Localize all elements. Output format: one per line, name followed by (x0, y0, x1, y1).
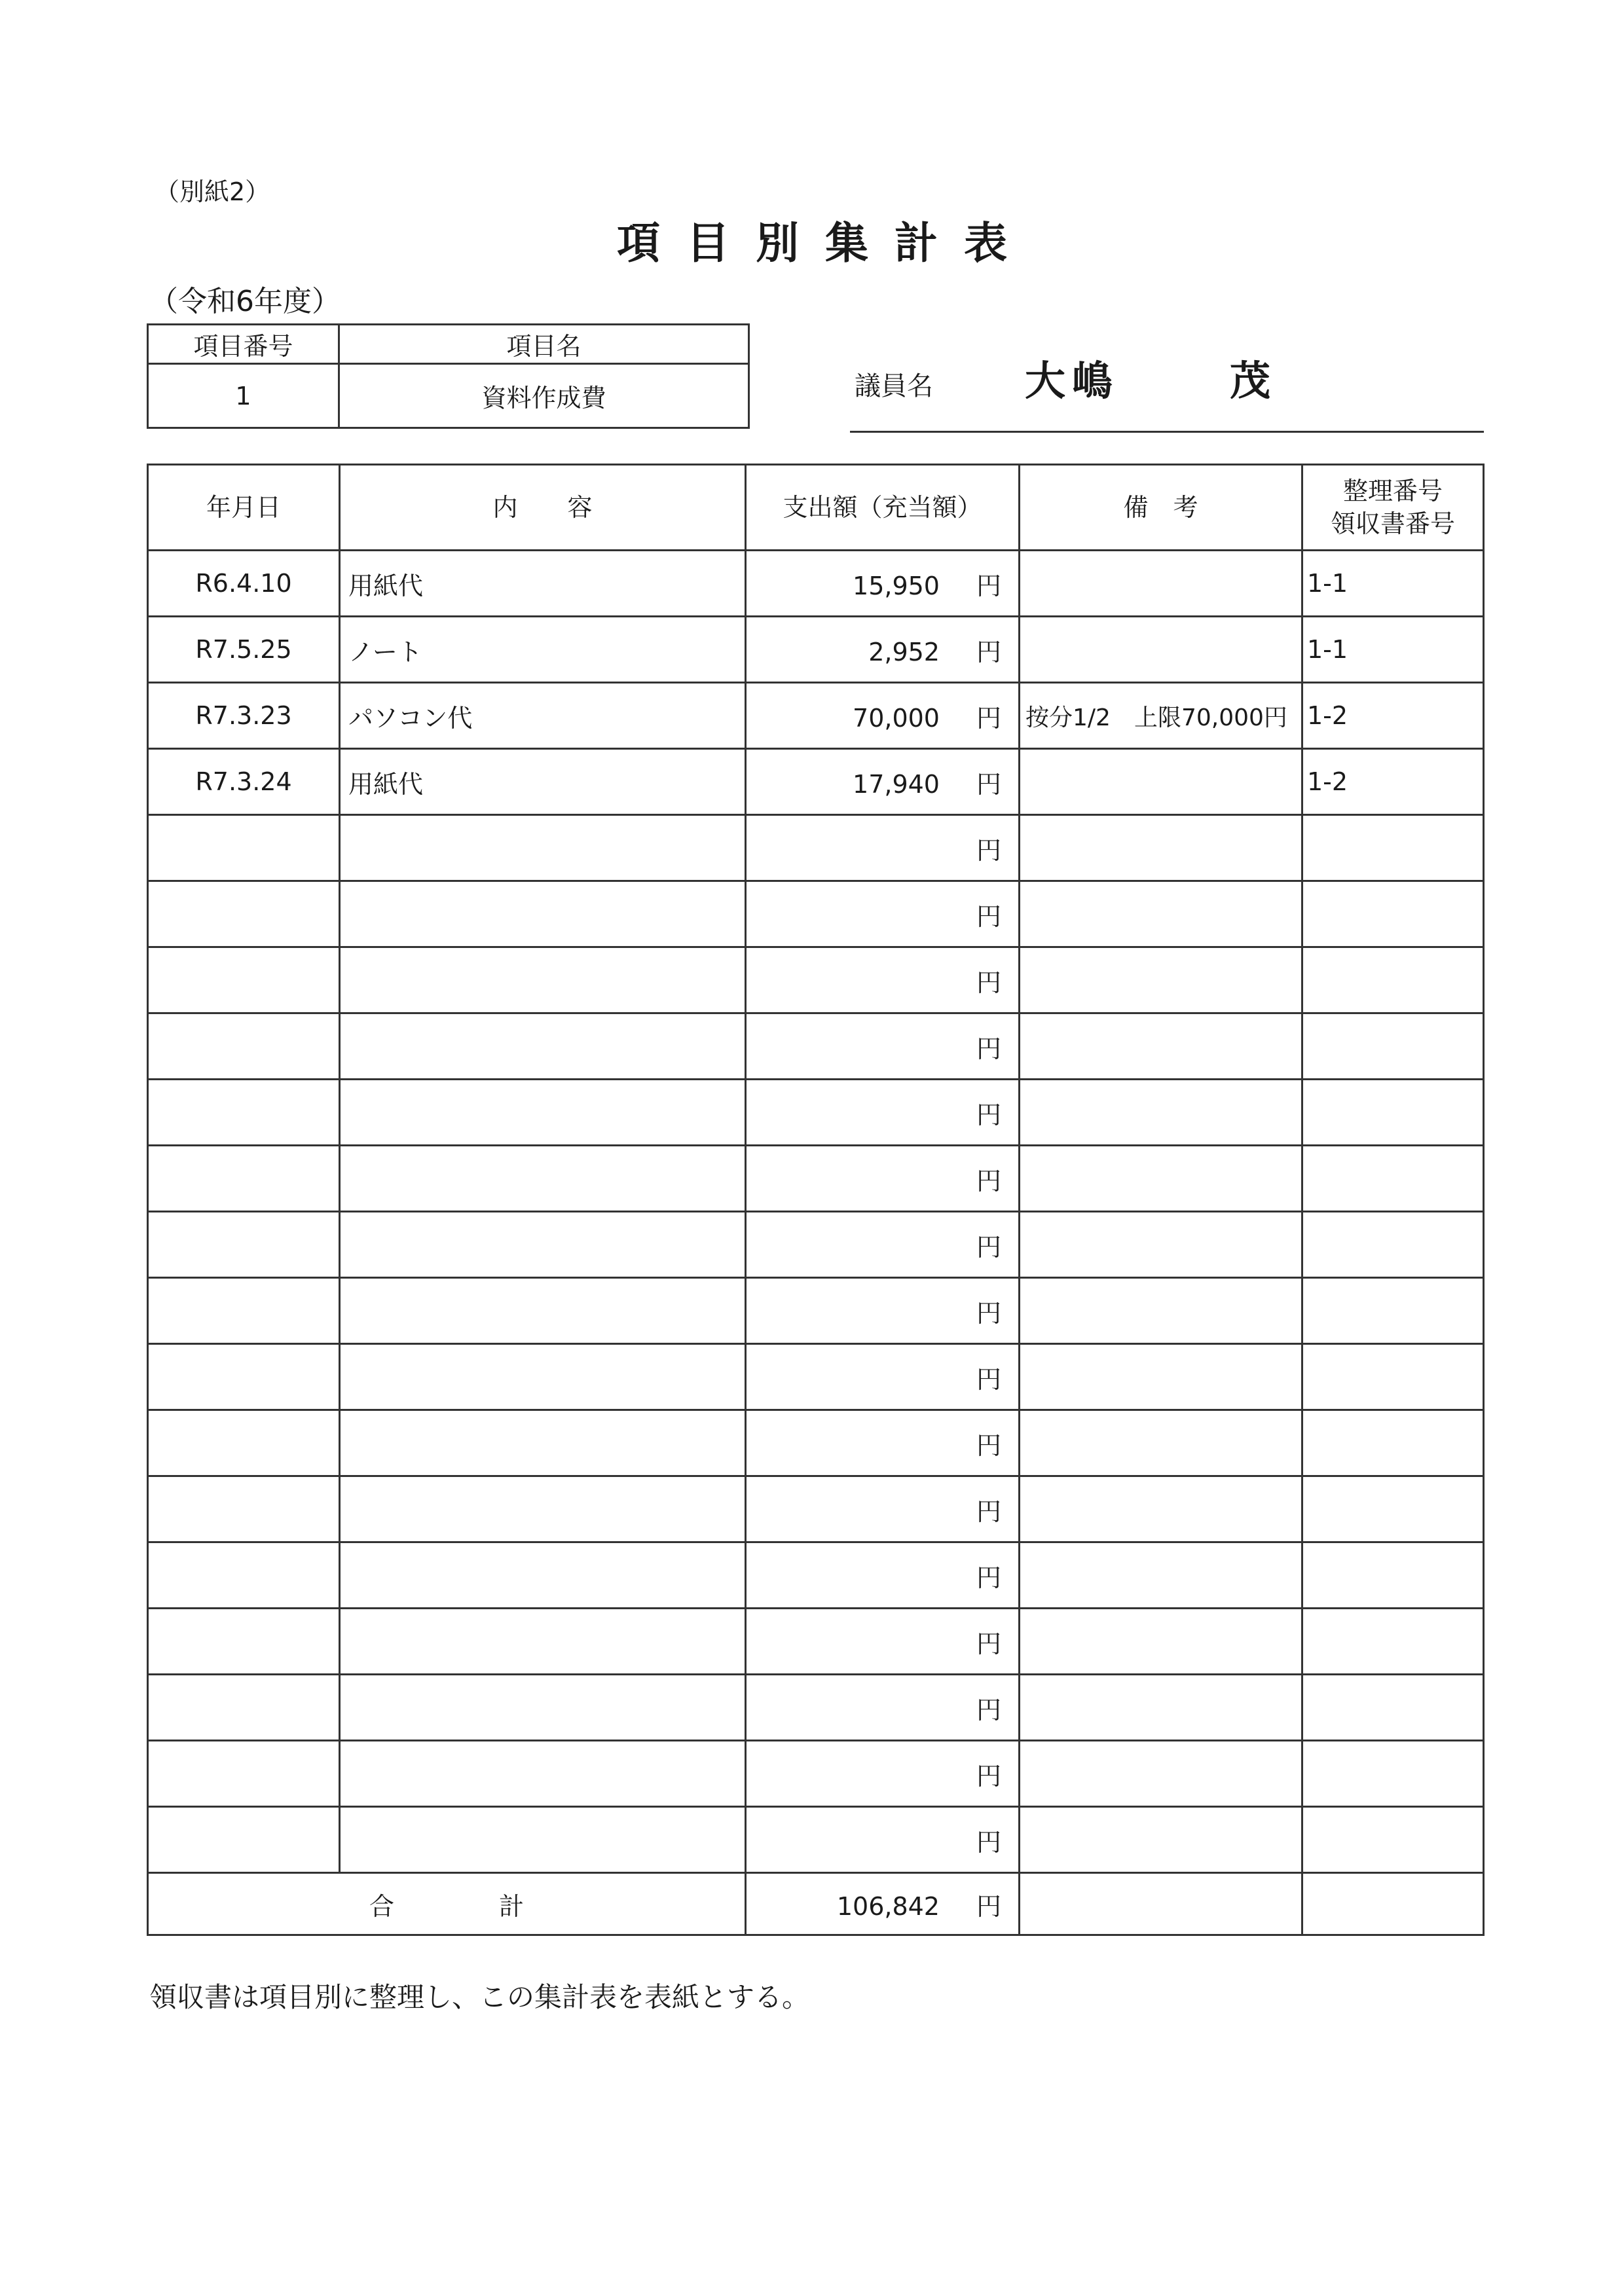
row-note (1020, 1542, 1302, 1609)
row-date (148, 947, 340, 1013)
table-row (148, 749, 1484, 815)
row-amount-cell (746, 1080, 1020, 1146)
row-date: R7.5.25 (148, 617, 340, 683)
row-amount-cell (746, 551, 1020, 617)
table-row (148, 881, 1484, 947)
row-date (148, 1476, 340, 1542)
row-amount-cell (746, 1013, 1020, 1080)
row-amount-cell (746, 1278, 1020, 1344)
row-content (340, 1212, 746, 1278)
row-note (1020, 1741, 1302, 1807)
table-row (148, 815, 1484, 881)
row-receipt (1302, 1344, 1484, 1410)
row-note (1020, 1344, 1302, 1410)
row-receipt: 1-2 (1302, 683, 1484, 749)
row-amount: 70,000 (853, 703, 940, 733)
row-amount-cell (746, 1609, 1020, 1675)
fiscal-year-label: （令和6年度） (149, 285, 341, 318)
row-receipt (1302, 1741, 1484, 1807)
table-row (148, 1080, 1484, 1146)
row-date (148, 1278, 340, 1344)
yen-unit: 円 (976, 1232, 1001, 1262)
yen-unit: 円 (976, 1827, 1001, 1857)
yen-unit: 円 (976, 1430, 1001, 1460)
row-receipt (1302, 1212, 1484, 1278)
row-content (340, 1344, 746, 1410)
member-label: 議員名 (855, 371, 933, 401)
row-date (148, 1675, 340, 1741)
total-receipt (1302, 1873, 1484, 1935)
row-receipt: 1-1 (1302, 617, 1484, 683)
row-amount-cell (746, 1146, 1020, 1212)
row-content (340, 947, 746, 1013)
table-row (148, 617, 1484, 683)
page-title: 項目別集計表 (617, 218, 1033, 268)
row-receipt (1302, 1278, 1484, 1344)
row-amount-cell (746, 881, 1020, 947)
row-receipt: 1-2 (1302, 749, 1484, 815)
header-amount: 支出額（充当額） (746, 465, 1020, 551)
yen-unit: 円 (976, 637, 1001, 666)
row-amount-cell (746, 617, 1020, 683)
item-number-header: 項目番号 (148, 325, 339, 364)
row-receipt (1302, 1675, 1484, 1741)
row-receipt (1302, 1013, 1484, 1080)
row-date: R7.3.24 (148, 749, 340, 815)
footnote: 領収書は項目別に整理し、この集計表を表紙とする。 (149, 1981, 810, 2013)
total-note (1020, 1873, 1302, 1935)
table-row (148, 1807, 1484, 1873)
header-receipt (1302, 465, 1484, 551)
row-content (340, 1278, 746, 1344)
row-note (1020, 1675, 1302, 1741)
row-note (1020, 1146, 1302, 1212)
member-surname: 大嶋 (1025, 357, 1120, 405)
row-content: パソコン代 (340, 683, 746, 749)
row-amount-cell (746, 1344, 1020, 1410)
yen-unit: 円 (976, 968, 1001, 997)
row-date (148, 1410, 340, 1476)
row-date (148, 881, 340, 947)
row-note (1020, 947, 1302, 1013)
header-receipt-line2: 領収書番号 (1330, 509, 1455, 538)
row-amount-cell (746, 1212, 1020, 1278)
total-amount-cell (746, 1873, 1020, 1935)
row-content (340, 1476, 746, 1542)
row-receipt (1302, 1146, 1484, 1212)
total-label: 合計 (148, 1873, 746, 1935)
row-amount-cell (746, 1807, 1020, 1873)
row-amount-cell (746, 1476, 1020, 1542)
row-content: ノート (340, 617, 746, 683)
row-date: R7.3.23 (148, 683, 340, 749)
table-row (148, 1278, 1484, 1344)
row-receipt (1302, 1410, 1484, 1476)
header-receipt-line1: 整理番号 (1342, 477, 1443, 505)
row-receipt (1302, 1807, 1484, 1873)
table-row (148, 947, 1484, 1013)
row-note (1020, 617, 1302, 683)
yen-unit: 円 (976, 571, 1001, 600)
row-receipt (1302, 947, 1484, 1013)
yen-unit: 円 (976, 1891, 1001, 1921)
row-date (148, 1741, 340, 1807)
table-row (148, 1212, 1484, 1278)
table-row (148, 683, 1484, 749)
row-note (1020, 1212, 1302, 1278)
header-date: 年月日 (148, 465, 340, 551)
row-amount-cell (746, 815, 1020, 881)
yen-unit: 円 (976, 1629, 1001, 1658)
table-row (148, 1410, 1484, 1476)
yen-unit: 円 (976, 1100, 1001, 1129)
row-note (1020, 881, 1302, 947)
row-amount-cell (746, 1542, 1020, 1609)
item-info-table (147, 323, 750, 429)
row-date (148, 1344, 340, 1410)
row-note (1020, 1807, 1302, 1873)
table-row (148, 1609, 1484, 1675)
table-row (148, 1013, 1484, 1080)
table-row (148, 1146, 1484, 1212)
yen-unit: 円 (976, 1034, 1001, 1063)
row-content: 用紙代 (340, 551, 746, 617)
row-receipt (1302, 1476, 1484, 1542)
table-row (148, 551, 1484, 617)
row-content: 用紙代 (340, 749, 746, 815)
row-receipt (1302, 1080, 1484, 1146)
yen-unit: 円 (976, 1166, 1001, 1195)
row-note (1020, 815, 1302, 881)
table-row (148, 1542, 1484, 1609)
yen-unit: 円 (976, 703, 1001, 733)
total-amount: 106,842 (836, 1891, 940, 1921)
row-receipt: 1-1 (1302, 551, 1484, 617)
row-content (340, 1675, 746, 1741)
yen-unit: 円 (976, 1298, 1001, 1328)
row-content (340, 1542, 746, 1609)
row-content (340, 1013, 746, 1080)
yen-unit: 円 (976, 1364, 1001, 1394)
row-content (340, 881, 746, 947)
row-content (340, 815, 746, 881)
row-note (1020, 1476, 1302, 1542)
yen-unit: 円 (976, 835, 1001, 865)
total-row (148, 1873, 1484, 1935)
row-date (148, 1080, 340, 1146)
row-content (340, 1146, 746, 1212)
member-given-name: 茂 (1230, 357, 1271, 405)
row-note (1020, 551, 1302, 617)
yen-unit: 円 (976, 1761, 1001, 1791)
row-date (148, 1807, 340, 1873)
row-note (1020, 1278, 1302, 1344)
table-header-row (148, 465, 1484, 551)
row-content (340, 1410, 746, 1476)
expense-table (147, 464, 1485, 1936)
row-receipt (1302, 881, 1484, 947)
header-content: 内 容 (340, 465, 746, 551)
row-date (148, 1146, 340, 1212)
table-row (148, 1741, 1484, 1807)
yen-unit: 円 (976, 769, 1001, 799)
row-amount-cell (746, 1741, 1020, 1807)
item-name-value: 資料作成費 (339, 364, 749, 428)
row-receipt (1302, 1609, 1484, 1675)
row-note (1020, 1410, 1302, 1476)
row-date (148, 1013, 340, 1080)
yen-unit: 円 (976, 902, 1001, 931)
row-content (340, 1609, 746, 1675)
row-note (1020, 1013, 1302, 1080)
yen-unit: 円 (976, 1695, 1001, 1724)
yen-unit: 円 (976, 1497, 1001, 1526)
row-note (1020, 749, 1302, 815)
row-content (340, 1741, 746, 1807)
row-content (340, 1807, 746, 1873)
row-amount-cell (746, 683, 1020, 749)
row-note (1020, 1080, 1302, 1146)
header-note: 備 考 (1020, 465, 1302, 551)
member-signature-line (850, 431, 1484, 433)
row-date (148, 1542, 340, 1609)
yen-unit: 円 (976, 1563, 1001, 1592)
row-amount: 17,940 (853, 769, 940, 799)
table-row (148, 1344, 1484, 1410)
row-receipt (1302, 1542, 1484, 1609)
table-row (148, 1476, 1484, 1542)
attachment-label: （別紙2） (155, 177, 270, 206)
row-date (148, 1609, 340, 1675)
row-amount-cell (746, 749, 1020, 815)
row-content (340, 1080, 746, 1146)
row-amount-cell (746, 1410, 1020, 1476)
item-name-header: 項目名 (339, 325, 749, 364)
row-note (1020, 1609, 1302, 1675)
row-amount: 15,950 (853, 571, 940, 600)
row-amount-cell (746, 1675, 1020, 1741)
row-date: R6.4.10 (148, 551, 340, 617)
table-row (148, 1675, 1484, 1741)
row-date (148, 815, 340, 881)
row-amount-cell (746, 947, 1020, 1013)
row-note: 按分1/2 上限70,000円 (1020, 683, 1302, 749)
item-number-value: 1 (148, 364, 339, 428)
row-receipt (1302, 815, 1484, 881)
row-amount: 2,952 (868, 637, 940, 666)
row-date (148, 1212, 340, 1278)
